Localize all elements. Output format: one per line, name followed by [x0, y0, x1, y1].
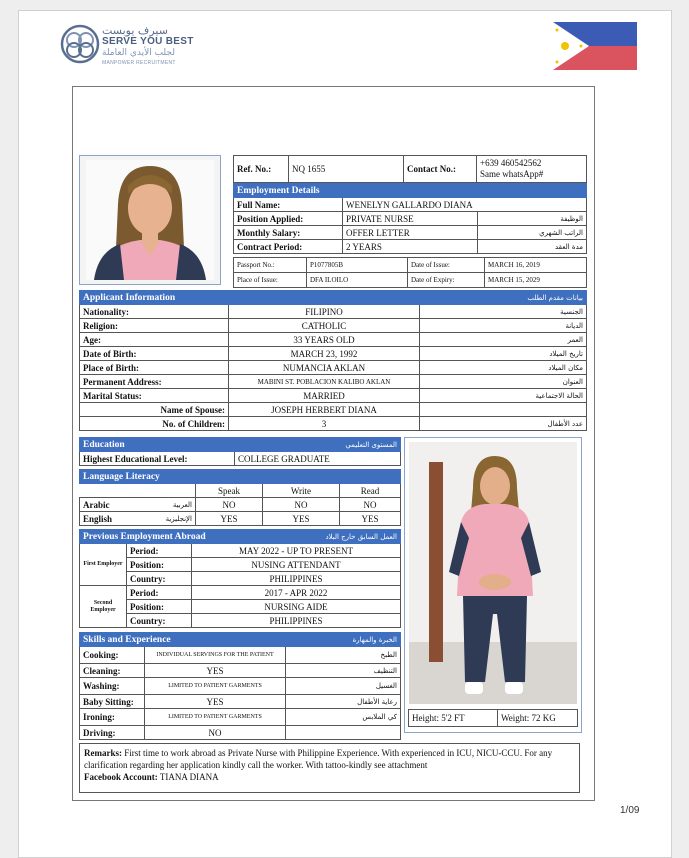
religion-arabic: الديانة [420, 319, 587, 333]
place-issue-label: Place of Issue: [234, 273, 307, 288]
dob-arabic: تاريخ الميلاد [420, 347, 587, 361]
weight-value: 72 KG [531, 713, 556, 723]
applicant-info-title: Applicant Information [83, 292, 176, 303]
second-position-label: Position: [127, 600, 192, 614]
marital-arabic: الحالة الاجتماعية [420, 389, 587, 403]
expiry-label: Date of Expiry: [408, 273, 485, 288]
issue-date-label: Date of Issue: [408, 258, 485, 273]
expiry-value: MARCH 15, 2029 [485, 273, 587, 288]
write-header: Write [263, 484, 340, 498]
religion-label: Religion: [80, 319, 229, 333]
cleaning-value: YES [145, 664, 286, 678]
marital-label: Marital Status: [80, 389, 229, 403]
education-table [79, 437, 401, 466]
body-measurements-table [408, 709, 578, 727]
address-value: MABINI ST. POBLACION KALIBO AKLAN [229, 375, 420, 389]
first-period-value: MAY 2022 - UP TO PRESENT [192, 544, 401, 558]
second-period-label: Period: [127, 586, 192, 600]
washing-value: LIMITED TO PATIENT GARMENTS [145, 678, 286, 695]
ref-value: NQ 1655 [289, 156, 404, 183]
logo-english-name: SERVE YOU BEST [102, 36, 194, 47]
remarks-text: First time to work abroad as Private Nurse with Philippine Experience. With experienced in ICU, NICU-CCU. For any clarification regarding her application kindly call the worker. With tattoo-kindly see attachment [84, 748, 553, 770]
washing-label: Washing: [80, 678, 145, 695]
babysitting-arabic: رعاية الأطفال [286, 695, 401, 709]
english-lang-label: English [80, 512, 123, 526]
salary-arabic: الراتب الشهري [478, 226, 587, 240]
employment-abroad-table [79, 529, 401, 628]
read-header: Read [340, 484, 401, 498]
page-number: 1/09 [620, 805, 640, 816]
second-position-value: NURSING AIDE [192, 600, 401, 614]
address-label: Permanent Address: [80, 375, 229, 389]
skills-title-ar: الخبرة والمهارة [352, 635, 397, 644]
children-label: No. of Children: [80, 417, 229, 431]
remarks-label: Remarks: [84, 748, 122, 758]
skills-table [79, 632, 401, 740]
facebook-label: Facebook Account: [84, 772, 158, 782]
dob-label: Date of Birth: [80, 347, 229, 361]
applicant-info-table [79, 290, 587, 431]
marital-value: MARRIED [229, 389, 420, 403]
english-lang-ar: الإنجليزية [122, 512, 196, 526]
spouse-arabic [420, 403, 587, 417]
contact-number: +639 460542562 [480, 158, 542, 168]
position-label: Position Applied: [234, 212, 343, 226]
employment-abroad-title: Previous Employment Abroad [83, 531, 206, 542]
first-position-value: NUSING ATTENDANT [192, 558, 401, 572]
arabic-speak: NO [196, 498, 263, 512]
driving-label: Driving: [80, 726, 145, 740]
driving-value: NO [145, 726, 286, 740]
age-label: Age: [80, 333, 229, 347]
nationality-arabic: الجنسية [420, 305, 587, 319]
logo-emblem-icon [60, 24, 100, 64]
babysitting-label: Baby Sitting: [80, 695, 145, 709]
skills-header [80, 633, 401, 647]
skills-title: Skills and Experience [83, 634, 171, 645]
religion-value: CATHOLIC [229, 319, 420, 333]
passport-no-value: P1077805B [307, 258, 408, 273]
first-period-label: Period: [127, 544, 192, 558]
applicant-info-header [80, 291, 587, 305]
logo-tagline: MANPOWER RECRUITMENT [102, 60, 176, 66]
contract-value: 2 YEARS [343, 240, 478, 254]
company-logo [60, 24, 210, 70]
address-arabic: العنوان [420, 375, 587, 389]
washing-arabic: الغسيل [286, 678, 401, 695]
applicant-info-title-ar: بيانات مقدم الطلب [527, 293, 583, 302]
contact-label: Contact No.: [404, 156, 477, 183]
language-table [79, 469, 401, 526]
arabic-read: NO [340, 498, 401, 512]
employment-abroad-title-ar: العمل السابق خارج البلاد [325, 532, 397, 541]
ironing-label: Ironing: [80, 709, 145, 726]
education-title: Education [83, 439, 125, 450]
remarks-box [79, 743, 580, 793]
first-country-value: PHILIPPINES [192, 572, 401, 586]
full-name-value: WENELYN GALLARDO DIANA [343, 198, 587, 212]
arabic-lang-ar: العربية [122, 498, 196, 512]
applicant-full-photo [404, 437, 582, 733]
issue-date-value: MARCH 16, 2019 [485, 258, 587, 273]
cleaning-arabic: التنظيف [286, 664, 401, 678]
nationality-value: FILIPINO [229, 305, 420, 319]
logo-arabic-name: سيرف يوبست [102, 24, 168, 37]
contact-note: Same whatsApp# [480, 169, 544, 179]
height-cell [409, 710, 498, 727]
cooking-arabic: الطبخ [286, 647, 401, 664]
spouse-value: JOSEPH HERBERT DIANA [229, 403, 420, 417]
full-name-label: Full Name: [234, 198, 343, 212]
education-title-ar: المستوى التعليمي [345, 440, 397, 449]
weight-label: Weight: [501, 713, 530, 723]
arabic-write: NO [263, 498, 340, 512]
dob-value: MARCH 23, 1992 [229, 347, 420, 361]
employment-details-header: Employment Details [234, 184, 587, 198]
second-country-value: PHILIPPINES [192, 614, 401, 628]
first-position-label: Position: [127, 558, 192, 572]
pob-label: Place of Birth: [80, 361, 229, 375]
position-value: PRIVATE NURSE [343, 212, 478, 226]
applicant-headshot [79, 155, 221, 285]
contract-arabic: مدة العقد [478, 240, 587, 254]
salary-label: Monthly Salary: [234, 226, 343, 240]
first-employer-label: First Employer [80, 544, 127, 586]
logo-arabic-sub: لجلب الأيدي العاملة [102, 48, 175, 58]
contact-value [477, 156, 587, 183]
contract-label: Contract Period: [234, 240, 343, 254]
philippine-flag-icon [553, 22, 637, 70]
passport-table [233, 257, 587, 288]
arabic-lang-label: Arabic [80, 498, 123, 512]
ironing-value: LIMITED TO PATIENT GARMENTS [145, 709, 286, 726]
second-employer-label: Second Employer [80, 586, 127, 628]
ref-label: Ref. No.: [234, 156, 289, 183]
salary-value: OFFER LETTER [343, 226, 478, 240]
education-header [80, 438, 401, 452]
education-level-label: Highest Educational Level: [80, 452, 235, 466]
weight-cell [498, 710, 578, 727]
english-speak: YES [196, 512, 263, 526]
height-label: Height: [412, 713, 439, 723]
position-arabic: الوظيفة [478, 212, 587, 226]
speak-header: Speak [196, 484, 263, 498]
employment-details-table [233, 183, 587, 254]
language-corner [80, 484, 196, 498]
cleaning-label: Cleaning: [80, 664, 145, 678]
cooking-label: Cooking: [80, 647, 145, 664]
pob-value: NUMANCIA AKLAN [229, 361, 420, 375]
language-header: Language Literacy [80, 470, 401, 484]
second-country-label: Country: [127, 614, 192, 628]
babysitting-value: YES [145, 695, 286, 709]
nationality-label: Nationality: [80, 305, 229, 319]
ironing-arabic: كي الملابس [286, 709, 401, 726]
ref-table [233, 155, 587, 183]
english-write: YES [263, 512, 340, 526]
facebook-value: TIANA DIANA [159, 772, 219, 782]
place-issue-value: DFA ILOILO [307, 273, 408, 288]
employment-abroad-header [80, 530, 401, 544]
education-level-value: COLLEGE GRADUATE [235, 452, 401, 466]
children-arabic: عدد الأطفال [420, 417, 587, 431]
passport-no-label: Passport No.: [234, 258, 307, 273]
age-arabic: العمر [420, 333, 587, 347]
spouse-label: Name of Spouse: [80, 403, 229, 417]
pob-arabic: مكان الميلاد [420, 361, 587, 375]
children-value: 3 [229, 417, 420, 431]
cooking-value: INDIVIDUAL SERVINGS FOR THE PATIENT [145, 647, 286, 664]
english-read: YES [340, 512, 401, 526]
second-period-value: 2017 - APR 2022 [192, 586, 401, 600]
first-country-label: Country: [127, 572, 192, 586]
height-value: 5'2 FT [441, 713, 465, 723]
age-value: 33 YEARS OLD [229, 333, 420, 347]
driving-arabic [286, 726, 401, 740]
